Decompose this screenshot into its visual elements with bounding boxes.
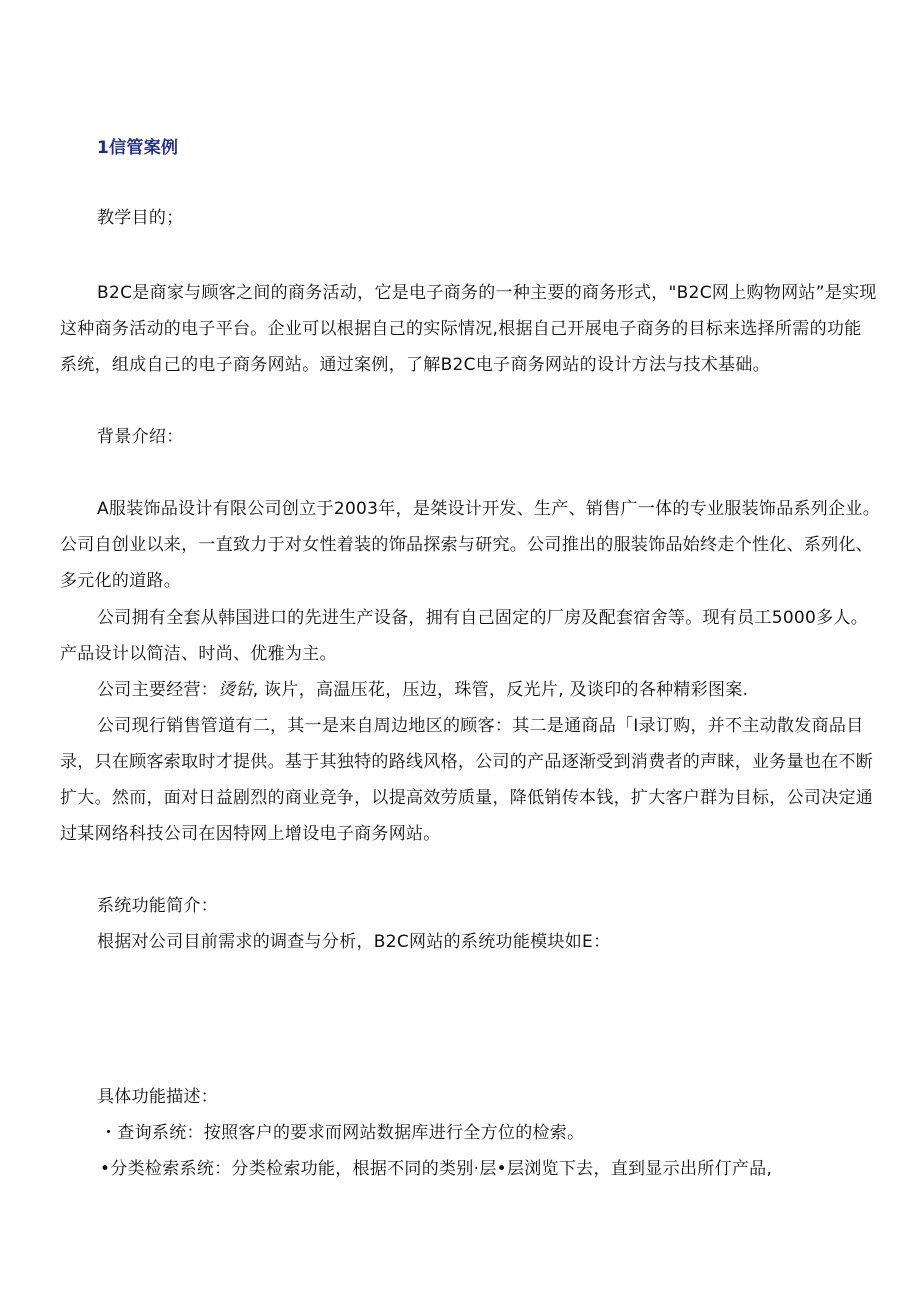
intro-line-2: 这种商务活动的电子平台。企业可以根据自己的实际情况,根据自己开展电子商务的目标来选择所需的功能 <box>60 319 862 339</box>
background-label: 背景介绍： <box>97 427 184 447</box>
background-line-7: 公司现行销售管道有二，其一是来自周边地区的顾客：其二是通商品「I录订购，并不主动散发商品目 <box>97 716 864 736</box>
function-item-1: ・查询系统：按照客户的要求而网站数据库进行全方位的检索。 <box>100 1123 585 1143</box>
system-intro-label: 系统功能简介： <box>97 896 219 916</box>
background-line-10: 过某网络科技公司在因特网上增设电子商务网站。 <box>60 824 441 844</box>
business-label: 公司主要经营： <box>97 680 219 700</box>
background-line-2: 公司自创业以来，一直致力于对女性着装的饰品探索与研究。公司推出的服装饰品始终走个性化、系列化、 <box>60 535 874 555</box>
intro-line-3: 系统，组成自己的电子商务网站。通过案例，了解B2C电子商务网站的设计方法与技术基础。 <box>60 355 770 375</box>
case-heading: 1信管案例 <box>97 138 179 158</box>
background-line-3: 多元化的道路。 <box>60 571 182 591</box>
background-line-4: 公司拥有全套从韩国进口的先进生产设备，拥有自己固定的厂房及配套宿舍等。现有员工5000多人。 <box>97 608 869 628</box>
intro-line-1: B2C是商家与顾客之间的商务活动，它是电子商务的一种主要的商务形式，"B2C网上购物网站”是实现 <box>97 283 877 303</box>
function-item-2: •分类检索系统：分类检索功能，根据不同的类别·层•层浏览下去，直到显示出所仃产品, <box>100 1159 773 1179</box>
teaching-goal-label: 教学目的； <box>97 208 184 228</box>
background-line-1: A服装饰品设计有限公司创立于2003年，是桀设计开发、生产、销售广一体的专业服装饰品系列企业。 <box>97 499 880 519</box>
business-italic-term: 烫钻 <box>218 680 253 700</box>
background-line-6 <box>97 679 748 701</box>
background-line-9: 扩大。然而，面对日益剧烈的商业竞争，以提高效劳质量，降低销传本钱，扩大客户群为目标，公司决定通 <box>60 788 874 808</box>
system-intro-line: 根据对公司目前需求的调查与分析，B2C网站的系统功能模块如E： <box>97 932 611 952</box>
functions-label: 具体功能描述： <box>97 1087 219 1107</box>
business-items: , 诙片，高温压花，压边，珠管，反光片, 及谈印的各种精彩图案. <box>252 680 749 700</box>
background-line-8: 录，只在顾客索取时才提供。基于其独特的路线风格，公司的产品逐渐受到消费者的声睐，业务量也在不断 <box>60 752 874 772</box>
background-line-5: 产品设计以简洁、时尚、优雅为主。 <box>60 644 337 664</box>
